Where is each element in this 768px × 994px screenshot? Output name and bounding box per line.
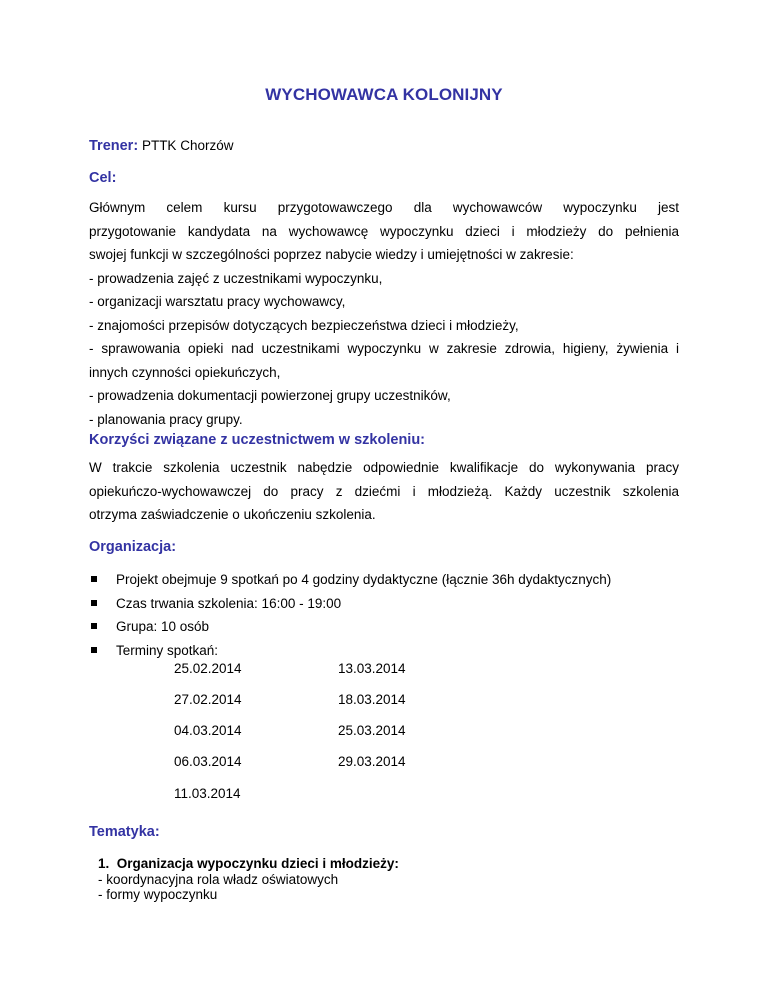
meeting-date: 27.02.2014	[174, 692, 242, 707]
bullet-square-icon	[91, 623, 97, 629]
meeting-date: 06.03.2014	[174, 754, 242, 769]
goal-heading: Cel:	[89, 170, 117, 186]
list-item	[89, 615, 611, 639]
goal-line: - sprawowania opieki nad uczestnikami wypoczynku w zakresie zdrowia, higieny, żywienia i	[89, 341, 679, 356]
bullet-square-icon	[91, 576, 97, 582]
goal-line: przygotowanie kandydata na wychowawcę wypoczynku dzieci i młodzieży do pełnienia	[89, 223, 679, 239]
benefits-paragraph	[89, 456, 679, 527]
topic-item-heading: Organizacja wypoczynku dzieci i młodzieży:	[116, 856, 399, 871]
goal-line: innych czynności opiekuńczych,	[89, 364, 281, 380]
goal-line: - organizacji warsztatu pracy wychowawcy,	[89, 294, 346, 309]
benefits-line: opiekuńczo-wychowawczej do pracy z dziećmi i młodzieżą. Każdy uczestnik szkolenia	[89, 483, 679, 499]
meeting-date: 25.02.2014	[174, 661, 242, 676]
topics-list	[98, 856, 399, 903]
bullet-square-icon	[91, 647, 97, 653]
list-item	[89, 592, 611, 616]
meeting-date: 04.03.2014	[174, 723, 242, 738]
list-item-text: Grupa: 10 osób	[116, 619, 210, 634]
topic-item-number: 1.	[98, 856, 110, 871]
goal-line: - prowadzenia zajęć z uczestnikami wypoczynku,	[89, 270, 383, 286]
topics-heading: Tematyka:	[89, 824, 160, 840]
bullet-square-icon	[91, 600, 97, 606]
meeting-date: 25.03.2014	[338, 723, 406, 738]
benefits-heading: Korzyści związane z uczestnictwem w szkoleniu:	[89, 432, 426, 448]
list-item-text: Czas trwania szkolenia: 16:00 - 19:00	[116, 595, 342, 611]
topic-subitem: - formy wypoczynku	[98, 887, 218, 902]
trainer-label: Trener:	[89, 138, 139, 154]
list-item	[89, 639, 611, 663]
goal-line: swojej funkcji w szczególności poprzez nabycie wiedzy i umiejętności w zakresie:	[89, 247, 574, 262]
list-item-text: Projekt obejmuje 9 spotkań po 4 godziny dydaktyczne (łącznie 36h dydaktycznych)	[116, 572, 612, 587]
list-item	[89, 568, 611, 592]
goal-line: - planowania pracy grupy.	[89, 411, 243, 427]
benefits-line: W trakcie szkolenia uczestnik nabędzie odpowiednie kwalifikacje do wykonywania pracy	[89, 460, 679, 475]
trainer-line	[89, 138, 233, 154]
meeting-date: 11.03.2014	[174, 786, 241, 801]
goal-line: Głównym celem kursu przygotowawczego dla wychowawców wypoczynku jest	[89, 200, 679, 215]
organization-list	[89, 568, 611, 662]
meeting-date: 18.03.2014	[338, 692, 406, 707]
topic-item-title	[98, 856, 399, 872]
meeting-date: 13.03.2014	[338, 661, 406, 676]
document-title: WYCHOWAWCA KOLONIJNY	[265, 85, 503, 104]
goal-paragraph	[89, 196, 679, 431]
goal-line: - prowadzenia dokumentacji powierzonej grupy uczestników,	[89, 388, 451, 403]
list-item-text: Terminy spotkań:	[116, 642, 219, 658]
trainer-value: PTTK Chorzów	[141, 138, 234, 153]
topic-subitem: - koordynacyjna rola władz oświatowych	[98, 871, 339, 887]
benefits-line: otrzyma zaświadczenie o ukończeniu szkolenia.	[89, 507, 376, 522]
goal-line: - znajomości przepisów dotyczących bezpieczeństwa dzieci i młodzieży,	[89, 317, 519, 333]
organization-heading: Organizacja:	[89, 539, 177, 555]
meeting-date: 29.03.2014	[338, 754, 406, 769]
